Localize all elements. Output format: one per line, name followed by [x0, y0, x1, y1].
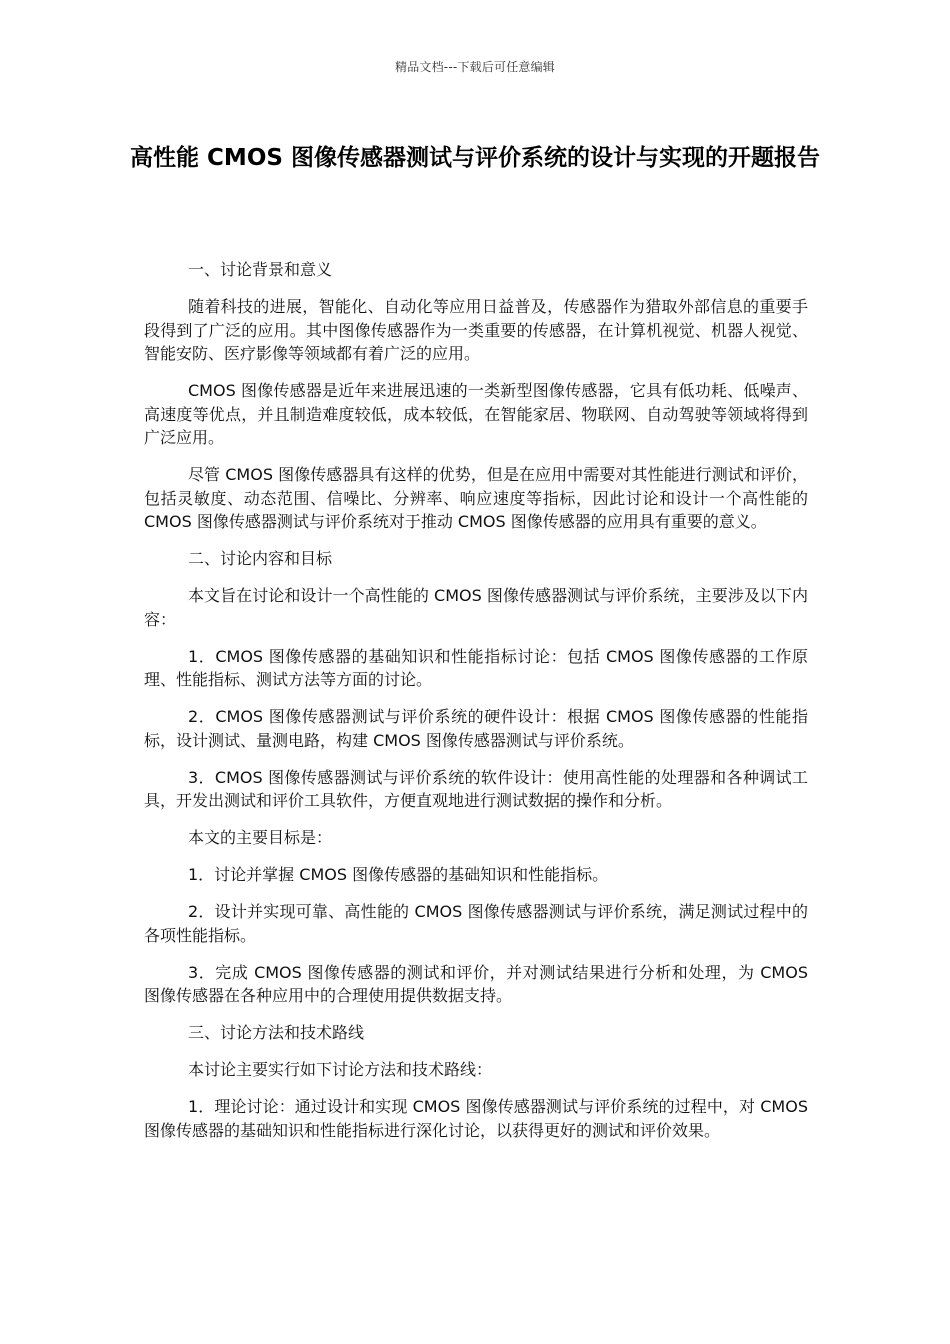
list-item-goal-2: 2．设计并实现可靠、高性能的 CMOS 图像传感器测试与评价系统，满足测试过程中的各项性能指标。 — [144, 902, 808, 945]
paragraph-background-1: 随着科技的进展，智能化、自动化等应用日益普及，传感器作为猎取外部信息的重要手段得到了广泛的应用。其中图像传感器作为一类重要的传感器，在计算机视觉、机器人视觉、智能安防、医疗影像等领域都有着广泛的应用。 — [144, 297, 808, 363]
paragraph-background-3: 尽管 CMOS 图像传感器具有这样的优势，但是在应用中需要对其性能进行测试和评价，包括灵敏度、动态范围、信噪比、分辨率、响应速度等指标，因此讨论和设计一个高性能的 CMOS 图像传感器测试与评价系统对于推动 CMOS 图像传感器的应用具有重要的意义。 — [144, 465, 808, 531]
header-note: 精品文档---下载后可任意编辑 — [395, 60, 555, 74]
paragraph-background-2: CMOS 图像传感器是近年来进展迅速的一类新型图像传感器，它具有低功耗、低噪声、高速度等优点，并且制造难度较低，成本较低，在智能家居、物联网、自动驾驶等领域将得到广泛应用。 — [144, 381, 808, 447]
section-heading-method: 三、讨论方法和技术路线 — [188, 1023, 365, 1042]
list-item-method-1: 1．理论讨论：通过设计和实现 CMOS 图像传感器测试与评价系统的过程中，对 CMOS 图像传感器的基础知识和性能指标进行深化讨论，以获得更好的测试和评价效果。 — [144, 1097, 808, 1140]
paragraph-goal-intro: 本文的主要目标是： — [188, 828, 333, 847]
document-body — [144, 258, 808, 1156]
paragraph-method-intro: 本讨论主要实行如下讨论方法和技术路线： — [188, 1060, 493, 1079]
document-title: 高性能 CMOS 图像传感器测试与评价系统的设计与实现的开题报告 — [130, 145, 820, 171]
section-heading-content: 二、讨论内容和目标 — [188, 549, 333, 568]
list-item-goal-3: 3．完成 CMOS 图像传感器的测试和评价，并对测试结果进行分析和处理，为 CMOS 图像传感器在各种应用中的合理使用提供数据支持。 — [144, 962, 808, 1005]
list-item-content-1: 1．CMOS 图像传感器的基础知识和性能指标讨论：包括 CMOS 图像传感器的工作原理、性能指标、测试方法等方面的讨论。 — [144, 646, 808, 689]
paragraph-content-intro: 本文旨在讨论和设计一个高性能的 CMOS 图像传感器测试与评价系统，主要涉及以下内容： — [144, 586, 808, 629]
list-item-content-3: 3．CMOS 图像传感器测试与评价系统的软件设计：使用高性能的处理器和各种调试工具，开发出测试和评价工具软件，方便直观地进行测试数据的操作和分析。 — [144, 767, 808, 810]
list-item-content-2: 2．CMOS 图像传感器测试与评价系统的硬件设计：根据 CMOS 图像传感器的性能指标，设计测试、量测电路，构建 CMOS 图像传感器测试与评价系统。 — [144, 707, 808, 750]
list-item-goal-1: 1．讨论并掌握 CMOS 图像传感器的基础知识和性能指标。 — [188, 865, 609, 884]
section-heading-background: 一、讨论背景和意义 — [188, 260, 333, 279]
